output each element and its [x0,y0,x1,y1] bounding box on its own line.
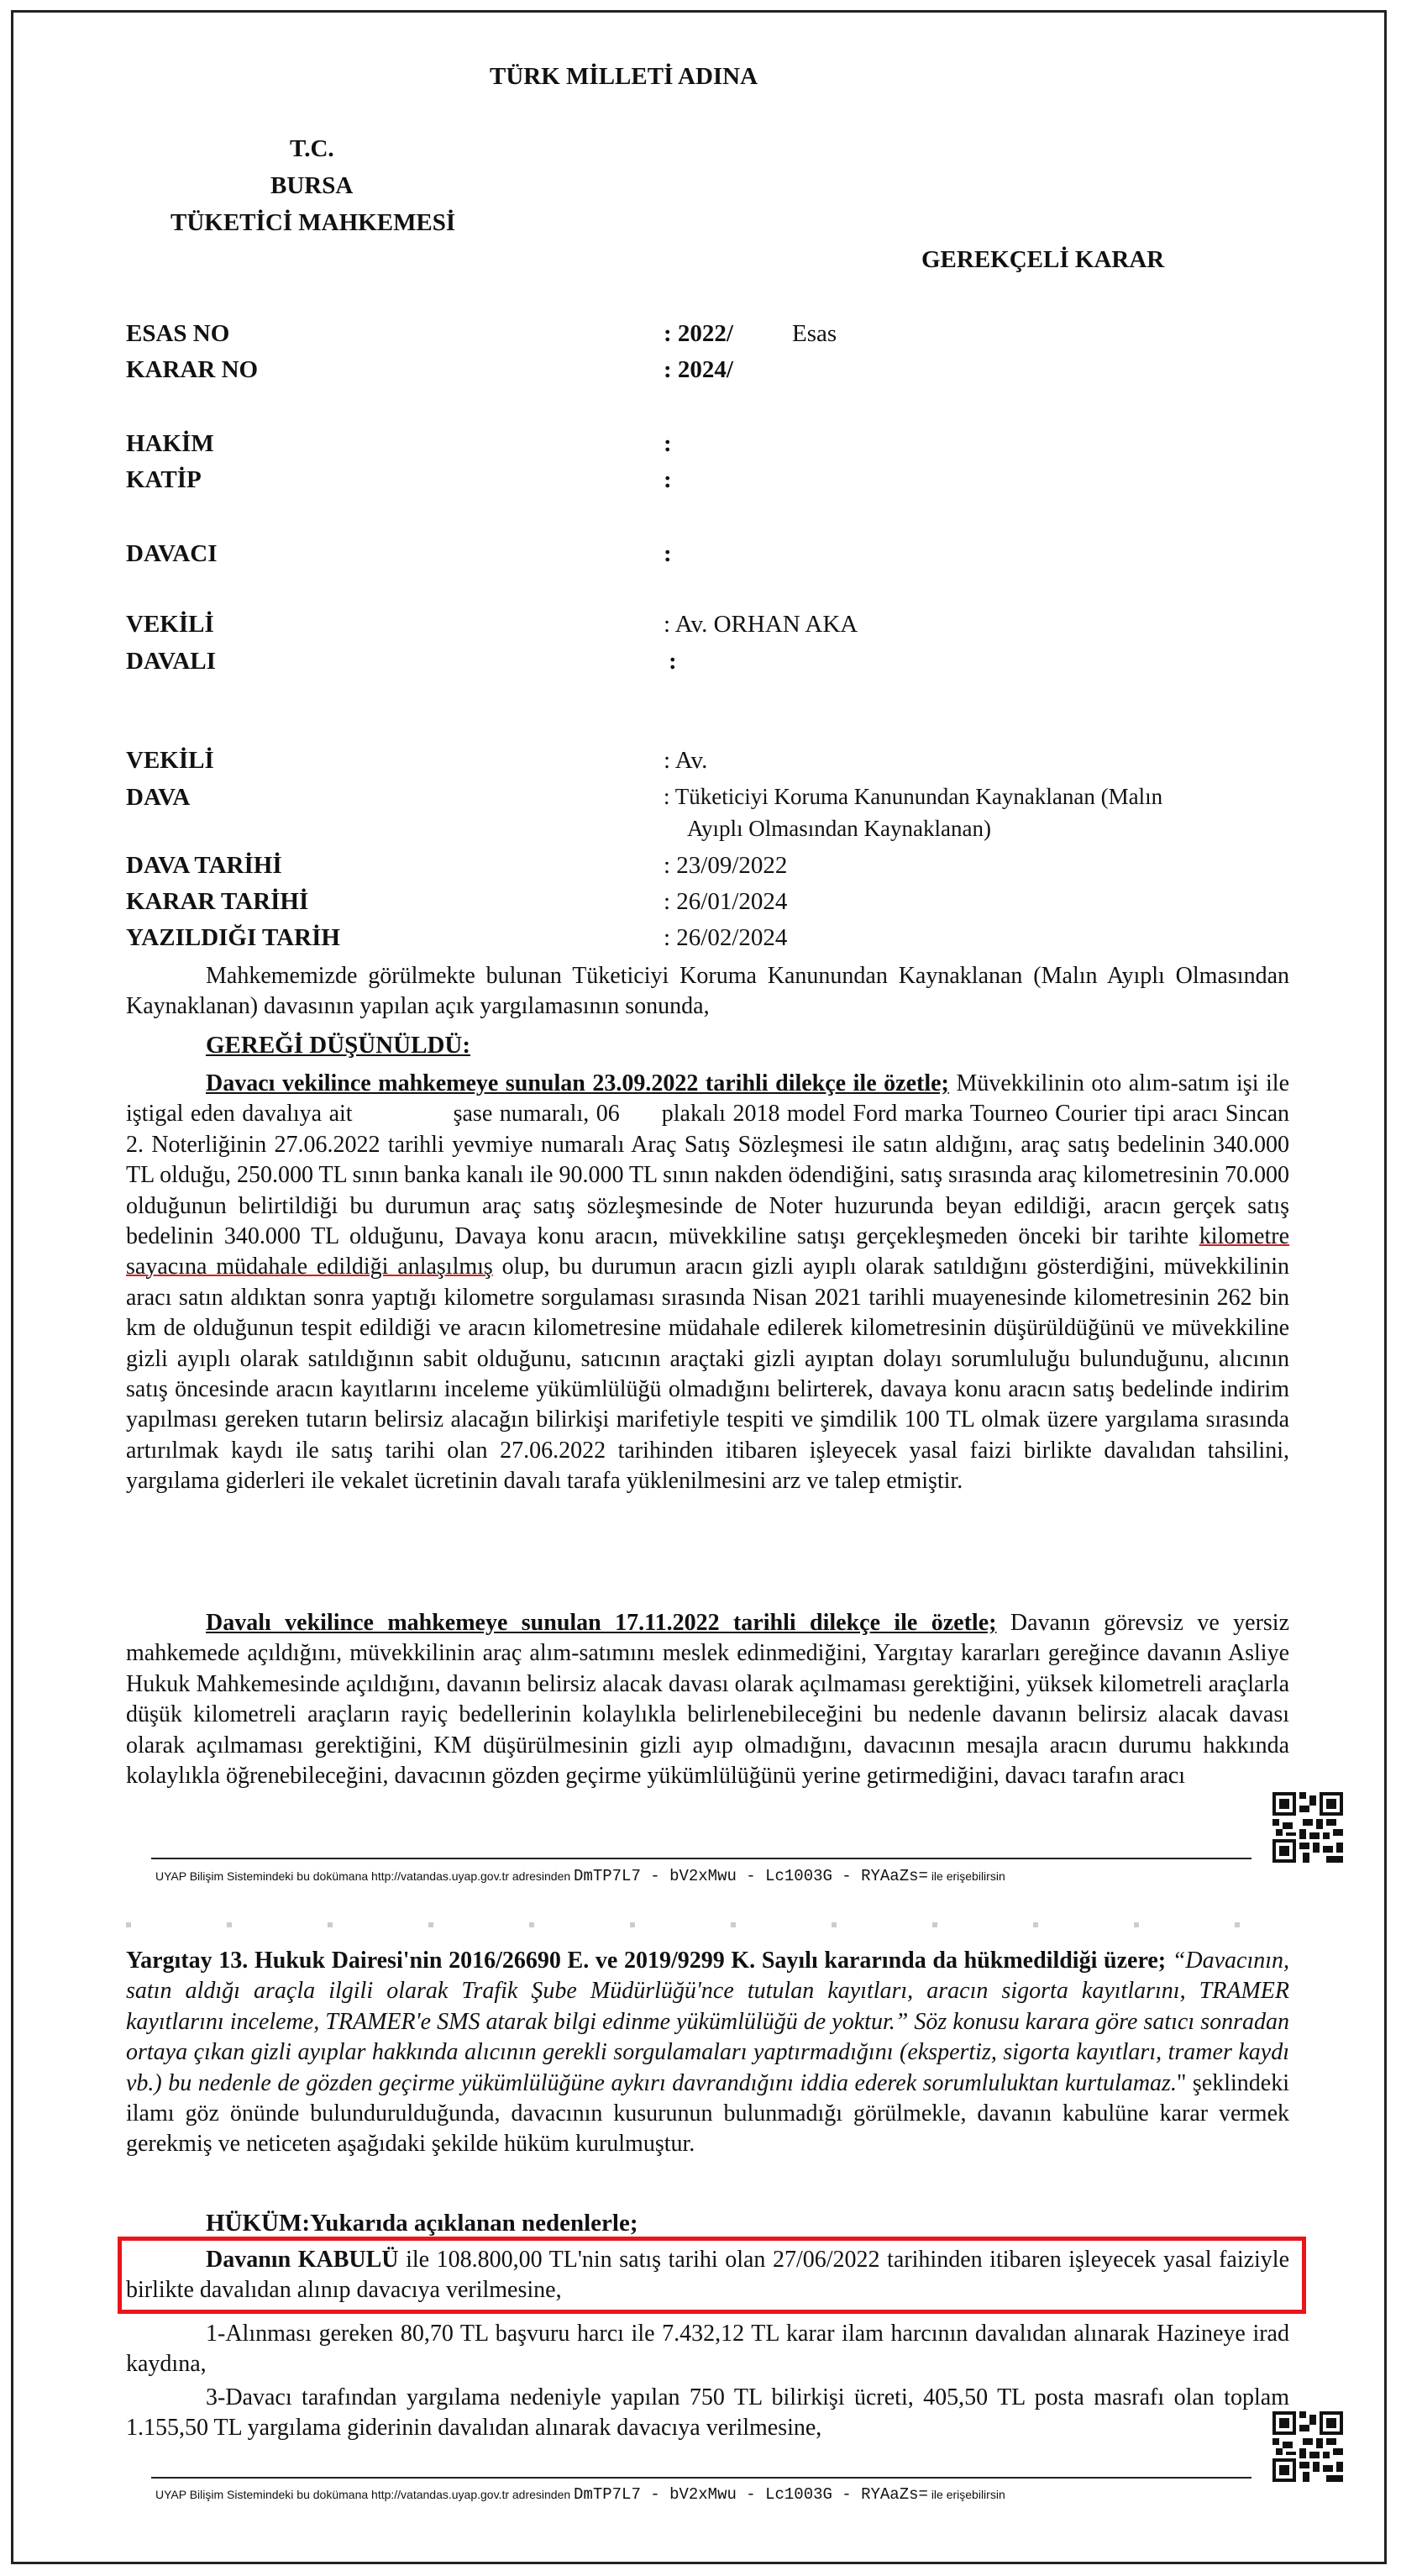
footer-rule-1 [151,1858,1251,1859]
qr-code-icon [1272,1792,1343,1863]
marked-text: kilometre sayacına müdahale edildiği anlaşılmış [126,1223,1289,1280]
dava-tarihi-value: : 23/09/2022 [664,852,788,879]
davali-paragraph: Davalı vekilince mahkemeye sunulan 17.11.2022 tarihli dilekçe ile özetle; Davanın görevsiz ve yersiz mahkemede açıldığını, müvekkilinin araç alım-satımını meslek edinmediğini, Yargıtay kararları gereğince davanın Asliye Hukuk Mahkemesinde açıldığını, davanın belirsiz alacak davası olarak açılmaması gerektiğini, yüksek kilometreli araçlarla düşük kilometreli araçların rayiç bedellerinin kolaylıkla belirlenebileceğini bu nedenle davanın belirsiz alacak davası olarak açılmaması gerektiğini, KM düşürülmesinin gizli ayıp olmadığını, davacının mesajla aracın durumu hakkında kolaylıkla öğrenebileceğini, davacının gözden geçirme yükümlülüğünü yerine getirmediğini, davacı tarafın aracı [126,1610,1290,1790]
davaci-value: : [664,540,672,567]
hukum-heading: HÜKÜM:Yukarıda açıklanan nedenlerle; [206,2210,638,2237]
court-name: TÜKETİCİ MAHKEMESİ [171,209,456,236]
qr-code-icon-2 [1272,2411,1343,2482]
davali-label: DAVALI [126,648,216,675]
vekili-label-1: VEKİLİ [126,611,214,638]
page-break-fragment [126,1922,1285,1927]
vekili-label-2: VEKİLİ [126,747,214,774]
uyap-footer-1: UYAP Bilişim Sistemindeki bu dokümana http://vatandas.uyap.gov.tr adresinden DmTP7L7 - bV2xMwu - Lc1003G - RYAaZs= ile erişebilirsin [155,1867,1005,1885]
yazildigi-tarih-label: YAZILDIĞI TARİH [126,924,340,951]
karar-value: : 2024/ [664,356,733,383]
intro-paragraph: Mahkememizde görülmekte bulunan Tüketiciyi Koruma Kanunundan Kaynaklanan (Malın Ayıplı Olmasından Kaynaklanan) davasının yapılan açık yargılamasının sonunda, [126,963,1289,1020]
davaci-paragraph: Davacı vekilince mahkemeye sunulan 23.09.2022 tarihli dilekçe ile özetle; Müvekkilinin oto alım-satım işi ile iştigal eden davalıya ait şase numaralı, 06 plakalı 2018 model Ford marka Tourneo Courier tipi aracı Sincan 2. Noterliğinin 27.06.2022 tarihli yevmiye numaralı Araç Satış Sözleşmesi ile satın aldığını, araç satış bedelinin 340.000 TL olduğu, 250.000 TL sının banka kanalı ile 90.000 TL sının nakden ödendiğini, satış sırasında araç kilometresinin 70.000 olduğunun belirtildiği bu durumun araç satış sözleşmesinde de Noter huzurunda beyan edildiği, aracın gerçek satış bedelinin 340.000 TL olduğunu, Davaya konu aracın, müvekkiline satışı gerçekleşmeden önceki bir tarihte kilometre sayacına müdahale edildiği anlaşılmış olup, bu durumun aracın gizli ayıplı olarak satıldığını gösterdiğini, müvekkilinin aracı satın aldıktan sonra yaptığı kilometre sorgulaması sırasında Nisan 2021 tarihli muayenesinde kilometresinin 262 bin km de olduğunun tespit edildiği ve aracın kilometresine müdahale edilerek kilometresinin düşürüldüğünü ve müvekkiline gizli ayıplı olarak satıldığının sabit olduğunu, satıcının araçtaki gizli ayıptan dolayı sorumluluğu bulunduğunu, alıcının satış öncesinde aracın kayıtlarını inceleme yükümlülüğü olmadığını belirterek, davaya konu aracın satış bedelinde indirim yapılması gereken tutarın belirsiz alacağın bilirkişi marifetiyle tespiti ve şimdilik 100 TL olmak üzere yargılama sırasında artırılmak kaydı ile satış tarihi olan 27.06.2022 tarihinden itibaren işleyecek yasal faizi birlikte davalıdan tahsilini, yargılama giderleri ile vekalet ücretinin davalı tarafa yüklenilmesini arz ve talep etmiştir. [126,1070,1290,1495]
katip-value: : [664,466,672,493]
katip-label: KATİP [126,466,202,493]
dava-label: DAVA [126,784,191,811]
yargitay-paragraph: Yargıtay 13. Hukuk Dairesi'nin 2016/26690 E. ve 2019/9299 K. Sayılı kararında da hükmedildiği üzere; “Davacının, satın aldığı araçla ilgili olarak Trafik Şube Müdürlüğü'nce tutulan kayıtları, aracın sigorta kayıtlarını, TRAMER kayıtlarını inceleme, TRAMER'e SMS atarak bilgi edinme yükümlülüğü de yoktur.” Söz konusu karara göre satıcı sonradan ortaya çıkan gizli ayıplar hakkında alıcının gerekli sorgulamaları yaptırmadığını (ekspertiz, sigorta kayıtları, tramer kaydı vb.) bu nedenle de gözden geçirme yükümlülüğüne aykırı davrandığını iddia ederek sorumluluktan kurtulamaz." şeklindeki ilamı göz önünde bulundurulduğunda, davacının kusurunun bulunmadığı görülmekle, davanın kabulüne karar vermek gerekmiş ve neticeten aşağıdaki şekilde hüküm kurulmuştur. [126,1948,1290,2158]
geregi-heading: GEREĞİ DÜŞÜNÜLDÜ: [206,1032,471,1059]
karar-label: KARAR NO [126,356,259,383]
vekili-value-2: : Av. [664,747,708,774]
dava-value-line2: Ayıplı Olmasından Kaynaklanan) [687,816,991,841]
yazildigi-tarih-value: : 26/02/2024 [664,924,788,951]
vekili-value-1: : Av. ORHAN AKA [664,611,858,638]
karar-tarihi-value: : 26/01/2024 [664,888,788,915]
davaci-label: DAVACI [126,540,218,567]
document-title: TÜRK MİLLETİ ADINA [490,63,758,90]
footer-rule-2 [151,2477,1251,2479]
item-3-paragraph: 3-Davacı tarafından yargılama nedeniyle yapılan 750 TL bilirkişi ücreti, 405,50 TL posta masrafı olan toplam 1.155,50 TL yargılama giderinin davalıdan alınarak davacıya verilmesine, [126,2384,1289,2442]
davali-heading: Davalı vekilince mahkemeye sunulan 17.11.2022 tarihli dilekçe ile özetle; [206,1610,997,1636]
dava-value-line1: : Tüketiciyi Koruma Kanunundan Kaynaklanan (Malın [664,784,1163,809]
hakim-label: HAKİM [126,430,214,457]
esas-suffix: Esas [792,320,837,347]
esas-value: : 2022/ [664,320,733,347]
esas-label: ESAS NO [126,320,230,347]
kabul-paragraph: Davanın KABULÜ ile 108.800,00 TL'nin satış tarihi olan 27/06/2022 tarihinden itibaren işleyecek yasal faiziyle birlikte davalıdan alınıp davacıya verilmesine, [126,2247,1290,2304]
dava-tarihi-label: DAVA TARİHİ [126,852,282,879]
tc-label: T.C. [290,135,334,162]
city-label: BURSA [270,172,354,199]
hakim-value: : [664,430,672,457]
item-1-paragraph: 1-Alınması gereken 80,70 TL başvuru harcı ile 7.432,12 TL karar ilam harcının davalıdan alınarak Hazineye irad kaydına, [126,2321,1289,2378]
decision-type: GEREKÇELİ KARAR [921,246,1165,273]
davaci-heading: Davacı vekilince mahkemeye sunulan 23.09.2022 tarihli dilekçe ile özetle; [206,1070,949,1096]
uyap-footer-2: UYAP Bilişim Sistemindeki bu dokümana http://vatandas.uyap.gov.tr adresinden DmTP7L7 - bV2xMwu - Lc1003G - RYAaZs= ile erişebilirsin [155,2485,1005,2504]
davali-value: : [669,648,677,675]
karar-tarihi-label: KARAR TARİHİ [126,888,309,915]
